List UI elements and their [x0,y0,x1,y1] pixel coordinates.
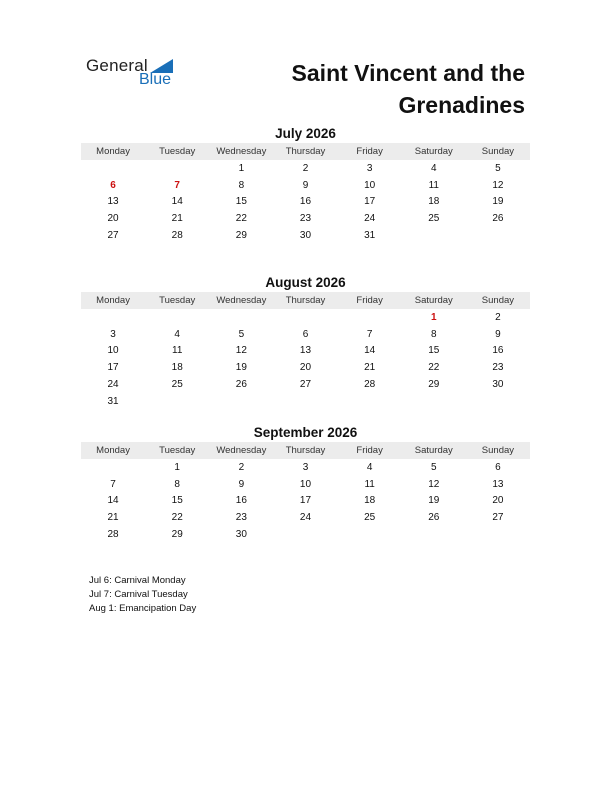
day-cell: 20 [492,495,504,507]
weekday-label: Thursday [285,295,326,306]
day-cell: 9 [238,478,245,490]
holiday-day-cell: 7 [174,179,180,191]
day-cell: 30 [235,529,247,541]
holiday-note: Jul 6: Carnival Monday [89,575,186,586]
day-cell: 27 [299,379,312,391]
country-title-line2: Grenadines [398,92,525,118]
day-cell: 28 [107,529,119,541]
day-cell: 3 [302,461,309,473]
day-cell: 31 [364,230,376,242]
day-cell: 8 [430,328,437,340]
day-cell: 10 [107,345,119,357]
holiday-note: Jul 7: Carnival Tuesday [89,589,188,600]
day-cell: 3 [110,328,116,340]
holiday-day-cell: 6 [110,179,116,191]
logo-general-text: General [86,56,148,75]
day-cell: 5 [495,162,501,174]
day-cell: 7 [110,478,116,490]
day-cell: 11 [172,345,183,357]
day-cell: 13 [492,478,504,490]
day-cell: 11 [364,478,375,490]
day-cell: 16 [492,345,504,357]
day-cell: 21 [107,512,119,524]
month-title: August 2026 [265,275,346,290]
week-row [81,177,530,194]
day-cell: 19 [428,495,440,507]
week-row [81,476,530,493]
day-cell: 29 [235,230,247,242]
week-row [81,227,530,244]
day-cell: 29 [171,529,183,541]
day-cell: 12 [492,179,504,191]
day-cell: 24 [364,213,376,225]
day-cell: 12 [428,478,440,490]
day-cell: 2 [302,162,309,174]
day-cell: 23 [299,213,312,225]
week-row [81,359,530,376]
week-row [81,309,530,326]
day-cell: 14 [171,196,183,208]
week-row [81,210,530,227]
day-cell: 1 [238,162,245,174]
day-cell: 18 [171,362,183,374]
day-cell: 9 [495,328,501,340]
week-row [81,459,530,476]
holiday-notes [89,574,196,616]
day-cell: 18 [364,495,376,507]
day-cell: 11 [428,179,439,191]
day-cell: 18 [428,196,440,208]
day-cell: 5 [430,461,437,473]
logo-blue-text: Blue [139,71,172,88]
weekday-label: Saturday [414,295,453,306]
country-title [225,57,525,121]
weekday-label: Monday [96,445,130,456]
month-calendar [81,424,530,543]
day-cell: 24 [299,512,312,524]
holiday-day-cell: 1 [430,311,437,323]
day-cell: 22 [171,512,183,524]
weekday-label: Sunday [481,146,515,157]
day-cell: 28 [364,379,376,391]
weekday-label: Monday [96,146,130,157]
day-cell: 20 [107,213,119,225]
weekday-label: Thursday [285,146,326,157]
weekday-label: Saturday [414,146,453,157]
day-cell: 10 [299,478,312,490]
day-cell: 16 [235,495,247,507]
weekday-header [81,143,530,160]
day-cell: 23 [492,362,504,374]
weekday-label: Monday [96,295,130,306]
day-cell: 24 [107,379,119,391]
day-cell: 5 [238,328,245,340]
day-cell: 19 [492,196,504,208]
day-cell: 28 [171,230,183,242]
weekday-label: Sunday [481,445,515,456]
day-cell: 4 [366,461,373,473]
weekday-label: Saturday [414,445,453,456]
week-row [81,326,530,343]
week-row [81,393,530,410]
weekday-label: Wednesday [216,295,267,306]
month-title: July 2026 [275,126,336,141]
weekday-label: Thursday [285,445,326,456]
week-row [81,160,530,177]
day-cell: 2 [495,311,501,323]
weekday-label: Tuesday [159,146,196,157]
day-cell: 20 [299,362,312,374]
day-cell: 14 [364,345,376,357]
day-cell: 21 [171,213,183,225]
day-cell: 25 [364,512,376,524]
day-cell: 8 [174,478,180,490]
weekday-label: Sunday [481,295,515,306]
weekday-label: Wednesday [216,445,267,456]
day-cell: 27 [492,512,504,524]
month-calendar [81,125,530,244]
day-cell: 12 [235,345,247,357]
day-cell: 29 [428,379,440,391]
day-cell: 14 [107,495,119,507]
week-row [81,376,530,393]
week-row [81,194,530,211]
day-cell: 6 [495,461,501,473]
day-cell: 26 [235,379,247,391]
weekday-label: Friday [356,445,383,456]
week-row [81,526,530,543]
day-cell: 22 [235,213,247,225]
day-cell: 31 [107,395,119,407]
day-cell: 25 [171,379,183,391]
day-cell: 4 [174,328,180,340]
day-cell: 9 [302,179,309,191]
day-cell: 6 [302,328,309,340]
day-cell: 17 [364,196,376,208]
day-cell: 7 [366,328,373,340]
day-cell: 1 [174,461,180,473]
weekday-label: Tuesday [159,445,196,456]
day-cell: 30 [299,230,312,242]
weekday-label: Wednesday [216,146,267,157]
day-cell: 19 [235,362,247,374]
day-cell: 4 [430,162,437,174]
day-cell: 27 [107,230,119,242]
day-cell: 21 [364,362,376,374]
day-cell: 16 [299,196,312,208]
country-title-line1: Saint Vincent and the [291,60,525,86]
month-calendar [81,274,530,410]
weekday-header [81,292,530,309]
week-row [81,493,530,510]
day-cell: 13 [299,345,312,357]
weekday-header [81,442,530,459]
day-cell: 30 [492,379,504,391]
weekday-label: Tuesday [159,295,196,306]
day-cell: 3 [366,162,373,174]
day-cell: 15 [235,196,247,208]
holiday-note: Aug 1: Emancipation Day [89,603,197,614]
week-row [81,509,530,526]
day-cell: 8 [238,179,245,191]
day-cell: 23 [235,512,247,524]
generalblue-logo [86,56,186,92]
month-title: September 2026 [253,425,358,440]
day-cell: 15 [428,345,440,357]
weekday-label: Friday [356,146,383,157]
day-cell: 26 [492,213,504,225]
day-cell: 13 [107,196,119,208]
weekday-label: Friday [356,295,383,306]
week-row [81,343,530,360]
day-cell: 26 [428,512,440,524]
day-cell: 25 [428,213,440,225]
day-cell: 10 [364,179,376,191]
day-cell: 15 [171,495,183,507]
day-cell: 22 [428,362,440,374]
day-cell: 2 [238,461,245,473]
day-cell: 17 [299,495,312,507]
day-cell: 17 [107,362,119,374]
